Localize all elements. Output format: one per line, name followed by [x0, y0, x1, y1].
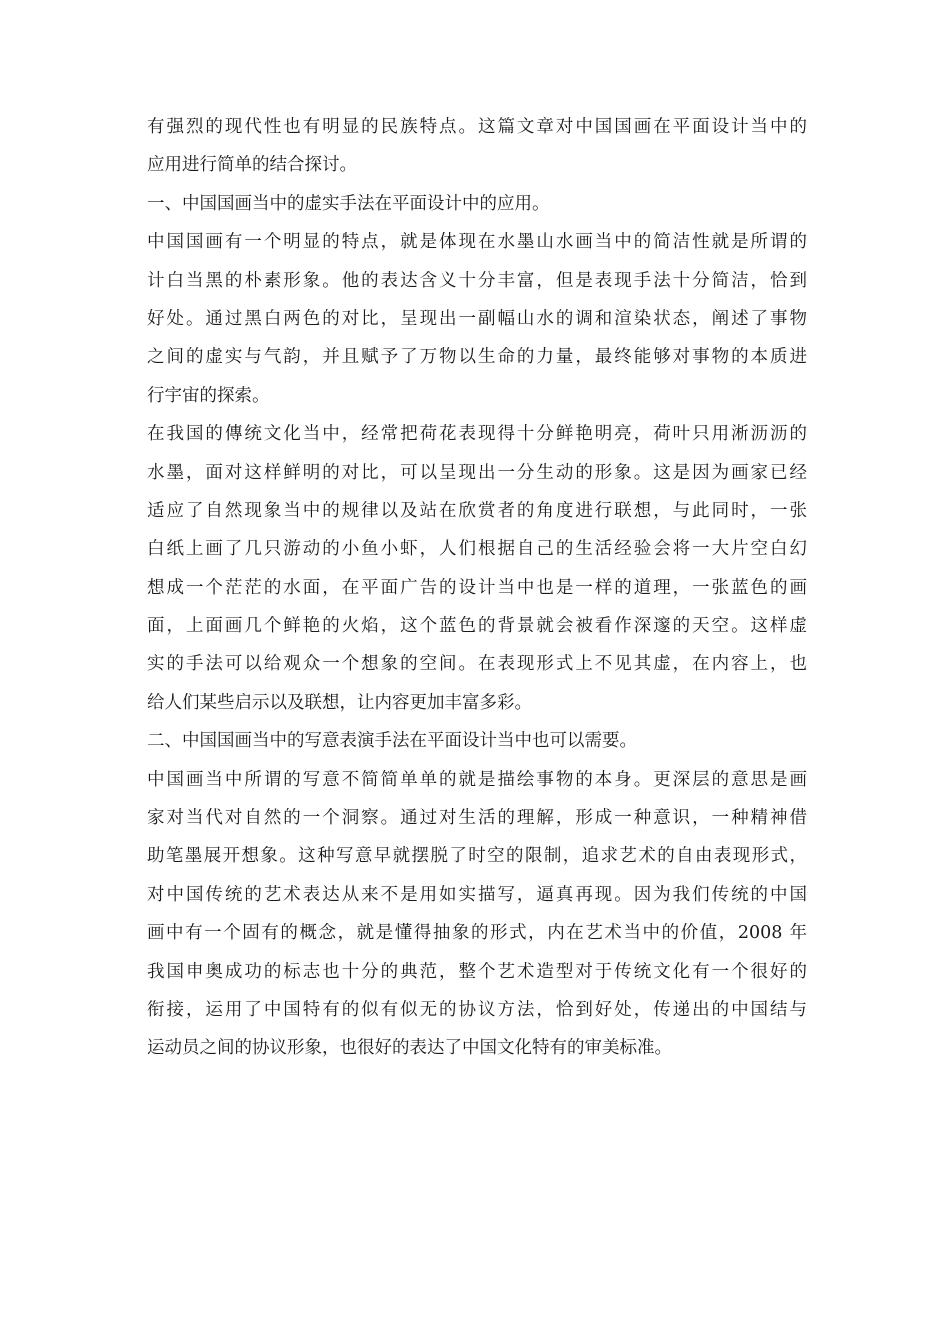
text-line: 我国申奥成功的标志也十分的典范，整个艺术造型对于传统文化有一个很好的 [147, 961, 807, 982]
text-line: 计白当黑的朴素形象。他的表达含义十分丰富，但是表现手法十分简洁，恰到 [147, 270, 807, 291]
text-line: 面，上面画几个鲜艳的火焰，这个蓝色的背景就会被看作深邃的天空。这样虚 [147, 616, 807, 637]
text-line: 好处。通过黑白两色的对比，呈现出一副幅山水的调和渲染状态，阐述了事物 [147, 308, 807, 329]
text-line: 水墨，面对这样鲜明的对比，可以呈现出一分生动的形象。这是因为画家已经 [147, 462, 807, 483]
text-line: 在我国的傳统文化当中，经常把荷花表现得十分鲜艳明亮，荷叶只用淅沥沥的 [147, 424, 807, 445]
text-line: 衔接，运用了中国特有的似有似无的协议方法，恰到好处，传递出的中国结与 [147, 999, 807, 1020]
text-line: 之间的虚实与气韵，并且赋予了万物以生命的力量，最终能够对事物的本质进 [147, 347, 807, 368]
text-line: 一、中国国画当中的虚实手法在平面设计中的应用。 [147, 193, 550, 214]
text-line: 助笔墨展开想象。这种写意早就摆脱了时空的限制，追求艺术的自由表现形式， [147, 846, 807, 867]
document-body [147, 108, 807, 1068]
text-line: 中国画当中所谓的写意不简简单单的就是描绘事物的本身。更深层的意思是画 [147, 769, 807, 790]
text-line: 适应了自然现象当中的规律以及站在欣赏者的角度进行联想，与此同时，一张 [147, 500, 807, 521]
text-line: 想成一个茫茫的水面，在平面广告的设计当中也是一样的道理，一张蓝色的画 [147, 577, 807, 598]
text-line: 画中有一个固有的概念，就是懂得抽象的形式，内在艺术当中的价值，2008 年 [147, 923, 807, 944]
text-line: 中国国画有一个明显的特点，就是体现在水墨山水画当中的简洁性就是所谓的 [147, 232, 807, 253]
text-line: 白纸上画了几只游动的小鱼小虾，人们根据自己的生活经验会将一大片空白幻 [147, 539, 807, 560]
text-line: 实的手法可以给观众一个想象的空间。在表现形式上不见其虚，在内容上，也 [147, 654, 807, 675]
text-line: 运动员之间的协议形象，也很好的表达了中国文化特有的审美标准。 [147, 1038, 672, 1059]
text-line: 二、中国国画当中的写意表演手法在平面设计当中也可以需要。 [147, 731, 637, 752]
text-line: 家对当代对自然的一个洞察。通过对生活的理解，形成一种意识，一种精神借 [147, 808, 807, 829]
text-line: 行宇宙的探索。 [147, 385, 270, 406]
text-line: 给人们某些启示以及联想，让内容更加丰富多彩。 [147, 692, 532, 713]
text-line: 有强烈的现代性也有明显的民族特点。这篇文章对中国国画在平面设计当中的 [147, 117, 807, 137]
text-line: 应用进行简单的结合探讨。 [147, 155, 357, 176]
text-line: 对中国传统的艺术表达从来不是用如实描写，逼真再现。因为我们传统的中国 [147, 884, 807, 905]
